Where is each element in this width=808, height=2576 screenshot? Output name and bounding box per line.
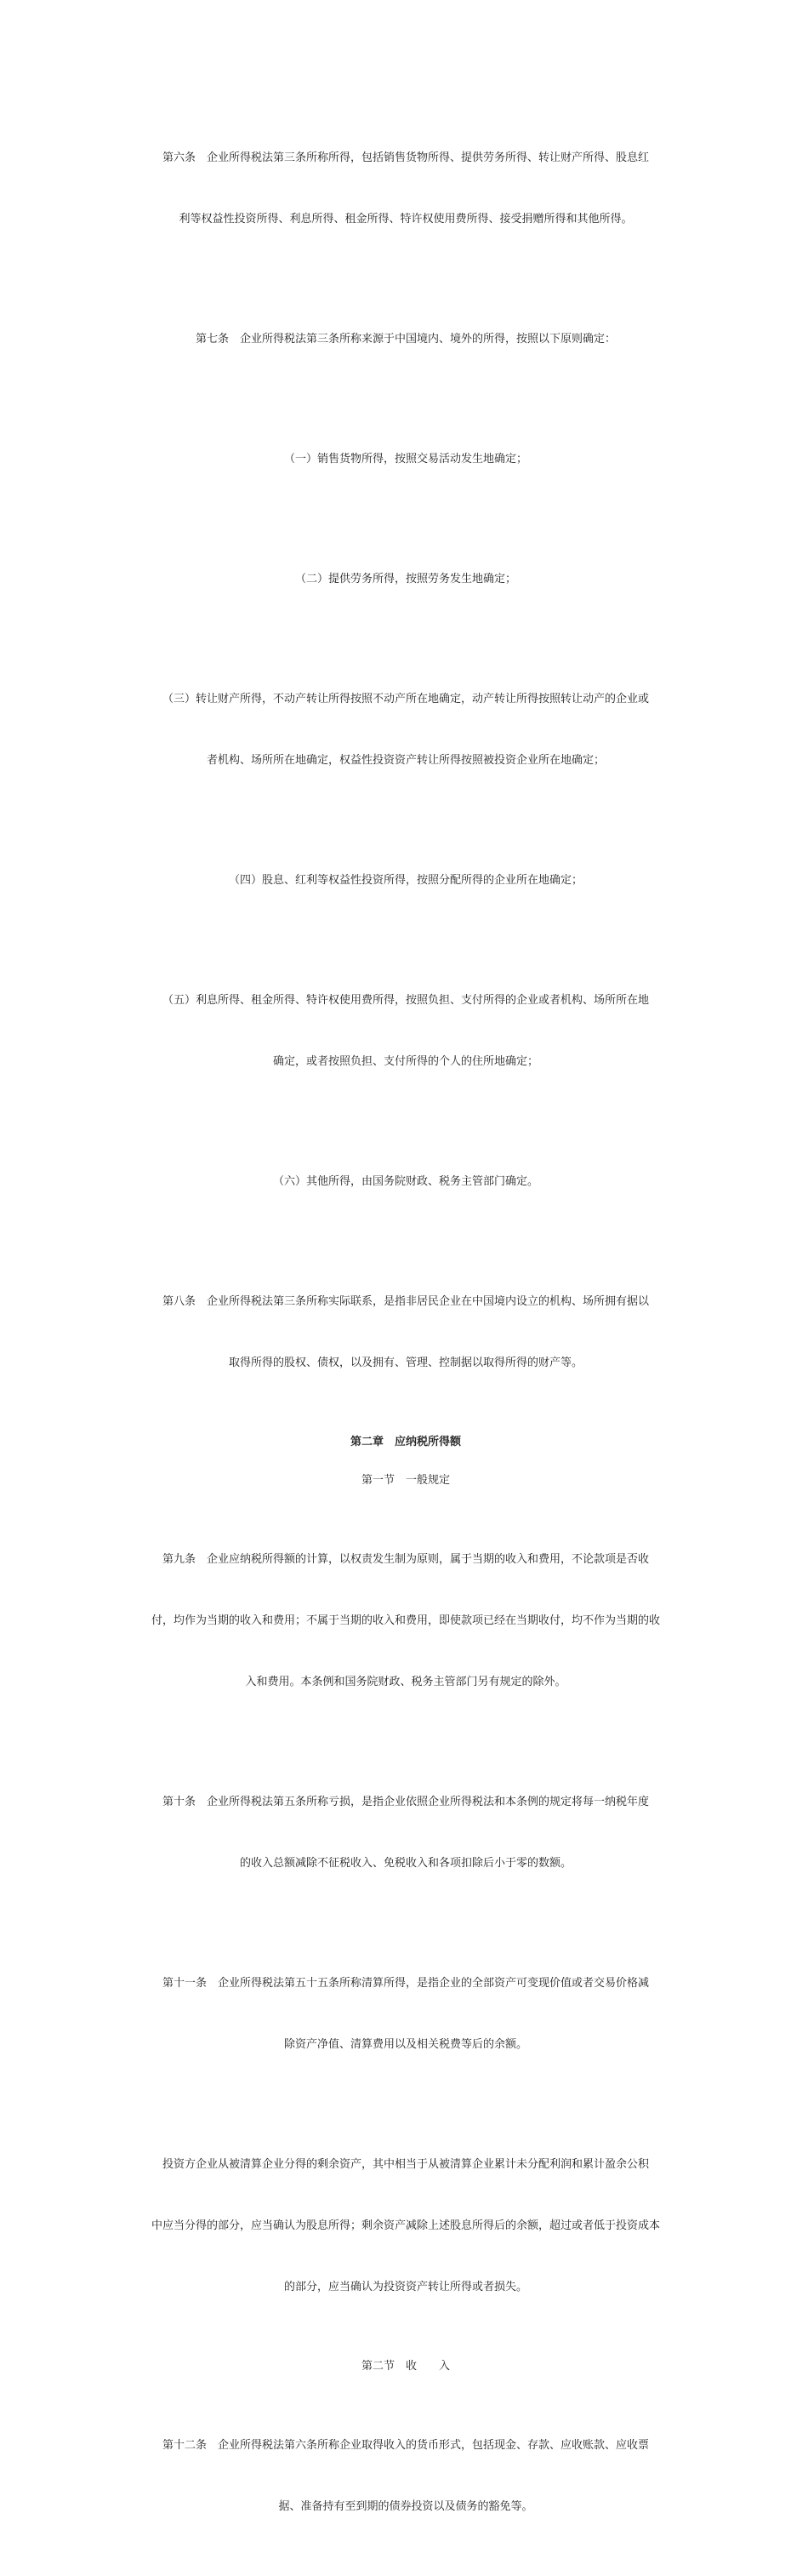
text-line: （二）提供劳务所得，按照劳务发生地确定； [294,573,516,585]
section-heading: 第二节 收 入 [361,2360,450,2373]
text-line: 第六条 企业所得税法第三条所称所得，包括销售货物所得、提供劳务所得、转让财产所得、股息红 [162,151,649,164]
text-line: 利等权益性投资所得、利息所得、租金所得、特许权使用费所得、接受捐赠所得和其他所得。 [179,213,633,226]
text-line: 第九条 企业应纳税所得额的计算，以权责发生制为原则，属于当期的收入和费用，不论款项是否收 [162,1553,649,1566]
article-12 [123,2395,688,2558]
item-2 [123,528,688,631]
text-line: 除资产净值、清算费用以及相关税费等后的余额。 [283,2038,527,2051]
article-11-paragraph-2 [123,2114,688,2339]
text-line: （三）转让财产所得，不动产转让所得按照不动产所在地确定，动产转让所得按照转让动产的企业或 [162,693,649,705]
text-line: 据、准备持有至到期的债券投资以及债务的豁免等。 [278,2500,533,2513]
text-line: 的收入总额减除不征税收入、免税收入和各项扣除后小于零的数额。 [239,1857,572,1870]
text-line: 投资方企业从被清算企业分得的剩余资产，其中相当于从被清算企业累计未分配利润和累计盈余公积 [162,2158,649,2171]
article-7 [123,288,688,391]
text-line: 第十一条 企业所得税法第五十五条所称清算所得，是指企业的全部资产可变现价值或者交易价格减 [162,1977,649,1990]
document-page [123,107,688,2576]
chapter-heading: 第二章 应纳税所得额 [350,1436,461,1448]
text-line: （六）其他所得，由国务院财政、税务主管部门确定。 [272,1175,538,1188]
text-line: 中应当分得的部分，应当确认为股息所得；剩余资产减除上述股息所得后的余额，超过或者低于投资成本 [151,2219,660,2232]
article-6 [123,107,688,271]
article-11 [123,1933,688,2096]
text-line: 的部分，应当确认为投资资产转让所得或者损失。 [283,2281,527,2293]
text-line: 者机构、场所所在地确定，权益性投资资产转让所得按照被投资企业所在地确定； [206,754,605,767]
text-line: （一）销售货物所得，按照交易活动发生地确定； [283,453,527,466]
text-line: 取得所得的股权、债权，以及拥有、管理、控制据以取得所得的财产等。 [228,1357,583,1369]
text-line: 确定，或者按照负担、支付所得的个人的住所地确定； [272,1055,538,1068]
text-line: 付，均作为当期的收入和费用；不属于当期的收入和费用，即使款项已经在当期收付，均不作为当期的收 [151,1614,660,1627]
text-line: 第七条 企业所得税法第三条所称来源于中国境内、境外的所得，按照以下原则确定： [195,333,616,346]
article-10 [123,1751,688,1915]
article-8 [123,1251,688,1414]
text-line: 第十条 企业所得税法第五条所称亏损，是指企业依照企业所得税法和本条例的规定将每一纳税年度 [162,1796,649,1808]
text-line: 入和费用。本条例和国务院财政、税务主管部门另有规定的除外。 [245,1676,566,1688]
text-line: 第八条 企业所得税法第三条所称实际联系，是指非居民企业在中国境内设立的机构、场所拥有据以 [162,1295,649,1308]
text-line: （四）股息、红利等权益性投资所得，按照分配所得的企业所在地确定； [228,874,583,887]
item-6 [123,1131,688,1233]
text-line: （五）利息所得、租金所得、特许权使用费所得，按照负担、支付所得的企业或者机构、场所所在地 [162,994,649,1007]
article-9 [123,1509,688,1734]
section-heading: 第一节 一般规定 [361,1474,450,1487]
text-line: 第十二条 企业所得税法第六条所称企业取得收入的货币形式，包括现金、存款、应收账款、应收票 [162,2439,649,2452]
item-5 [123,950,688,1113]
item-4 [123,830,688,932]
item-3 [123,648,688,812]
item-1 [123,408,688,511]
